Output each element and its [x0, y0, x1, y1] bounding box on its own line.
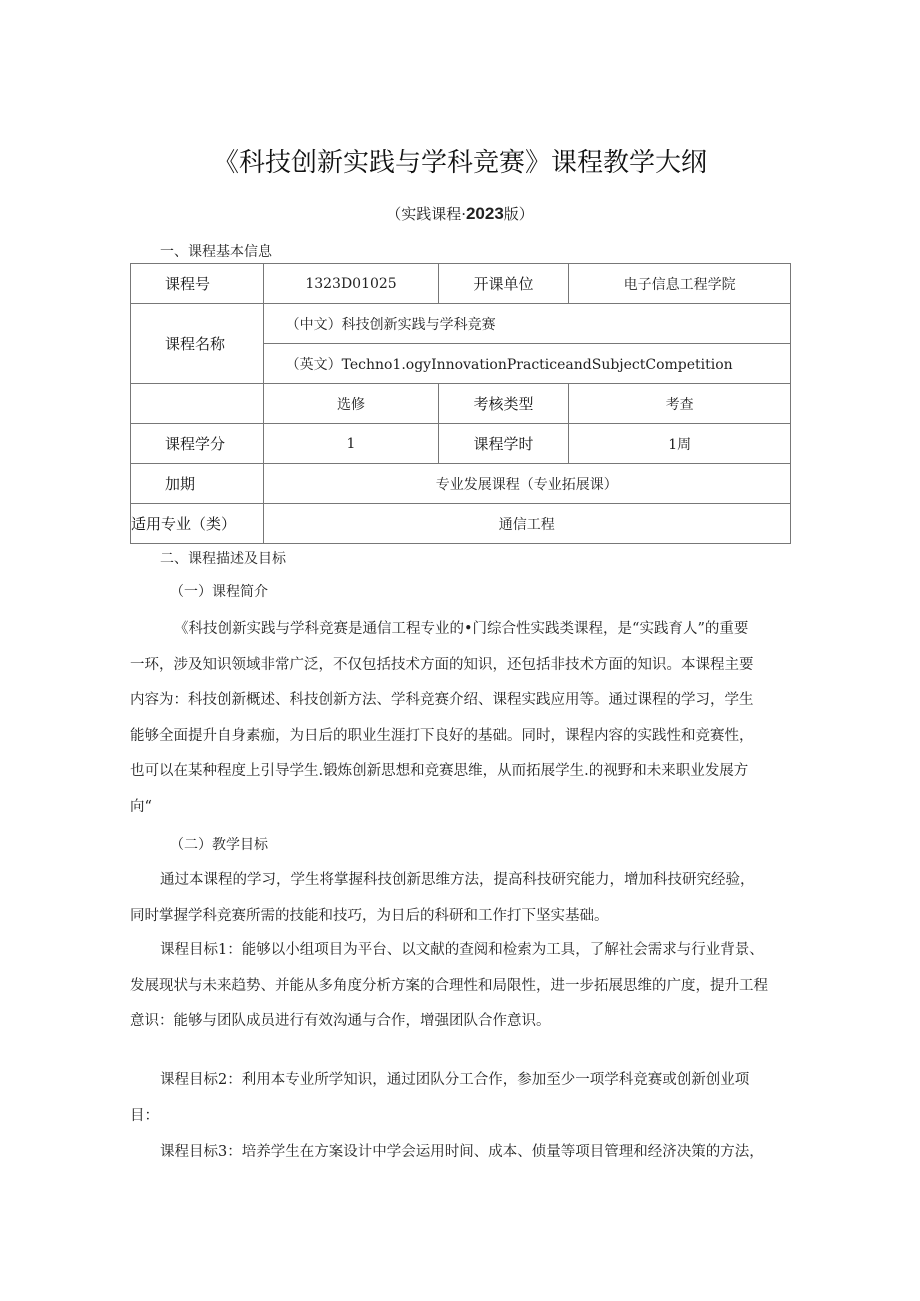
text-line: 课程目标2：利用本专业所学知识，通过团队分工合作，参加至少一项学科竞赛或创新创业项 — [160, 1072, 750, 1088]
text-line: 向“ — [130, 798, 152, 815]
table-row — [131, 504, 791, 544]
text-line: 发展现状与未来趋势、并能从多角度分析方案的合理性和局限性，进一步拓展思维的广度，提升工程 — [130, 977, 768, 994]
section-basic-info: 一、课程基本信息 — [160, 244, 272, 260]
hours: 1周 — [569, 424, 791, 464]
text-line: 同时掌握学科竞赛所需的技能和技巧，为日后的科研和工作打下坚实基础。 — [130, 907, 609, 924]
name-en: （英文）Techno1.ogyInnovationPracticeandSubjectCompetition — [263, 344, 790, 384]
table-row — [131, 464, 791, 504]
goal1-paragraph — [130, 933, 792, 1040]
table-row — [131, 384, 791, 424]
course-no-label: 课程号 — [131, 264, 264, 304]
category: 专业发展课程（专业拓展课） — [263, 464, 790, 504]
text-line: 也可以在某种程度上引导学生.锻炼创新思想和竞赛思维，从而拓展学生.的视野和未来职业发展方 — [130, 763, 749, 779]
text-line: 课程目标3：培养学生在方案设计中学会运用时间、成本、侦量等项目管理和经济决策的方法， — [160, 1144, 764, 1160]
dept-label: 开课单位 — [439, 264, 569, 304]
subtitle-prefix: （实践课程· — [386, 205, 466, 223]
course-info-table — [130, 263, 791, 544]
table-row — [131, 304, 791, 344]
course-type: 选修 — [263, 384, 439, 424]
subtitle — [0, 203, 920, 224]
subtitle-suffix: 版） — [503, 205, 534, 223]
exam: 考查 — [569, 384, 791, 424]
text-line: 意识：能够与团队成员进行有效沟通与合作，增强团队合作意识。 — [130, 1013, 551, 1029]
dept: 电子信息工程学院 — [569, 264, 791, 304]
exam-label: 考核类型 — [439, 384, 569, 424]
credit-label: 课程学分 — [131, 424, 264, 464]
text-line: 课程目标1：能够以小组项目为平台、以文献的查阅和检索为工具，了解社会需求与行业背景、 — [160, 942, 764, 958]
goals-intro-paragraph — [130, 863, 792, 934]
section-description: 二、课程描述及目标 — [160, 551, 286, 567]
table-row — [131, 424, 791, 464]
empty-cell — [131, 384, 264, 424]
text-line: 目： — [130, 1107, 159, 1124]
text-line: 通过本课程的学习，学生将掌握科技创新思维方法，提高科技研究能力，增加科技研究经验， — [160, 872, 755, 888]
text-line: 能够全面提升自身素痂，为日后的职业生涯打下良好的基础。同时，课程内容的实践性和竞赛性， — [130, 727, 754, 744]
text-line: 内容为：科技创新概述、科技创新方法、学科竞赛介绍、课程实践应用等。通过课程的学习，学生 — [130, 692, 754, 708]
subtitle-year: 2023 — [465, 204, 504, 223]
category-label: 加期 — [131, 464, 264, 504]
hours-label: 课程学时 — [439, 424, 569, 464]
text-line: 《科技创新实践与学科竞赛是通信工程专业的•门综合性实践类课程，是“实践育人”的重要 — [174, 621, 749, 637]
goal3-paragraph — [130, 1135, 792, 1171]
name-label: 课程名称 — [131, 304, 264, 384]
name-cn: （中文）科技创新实践与学科竞赛 — [263, 304, 790, 344]
sub-intro-heading: （一）课程简介 — [170, 584, 268, 600]
major: 通信工程 — [263, 504, 790, 544]
text-line: 一环，涉及知识领域非常广泛，不仅包括技术方面的知识，还包括非技术方面的知识。本课程主要 — [130, 656, 754, 673]
sub-goals-heading: （二）教学目标 — [170, 837, 268, 853]
goal2-paragraph — [130, 1063, 792, 1134]
course-no: 1323D01025 — [263, 264, 439, 304]
credit: 1 — [263, 424, 439, 464]
page-title: 《科技创新实践与学科竞赛》课程教学大纲 — [212, 148, 707, 178]
major-label: 适用专业（类） — [131, 504, 264, 544]
table-row — [131, 264, 791, 304]
intro-paragraph — [130, 612, 792, 825]
